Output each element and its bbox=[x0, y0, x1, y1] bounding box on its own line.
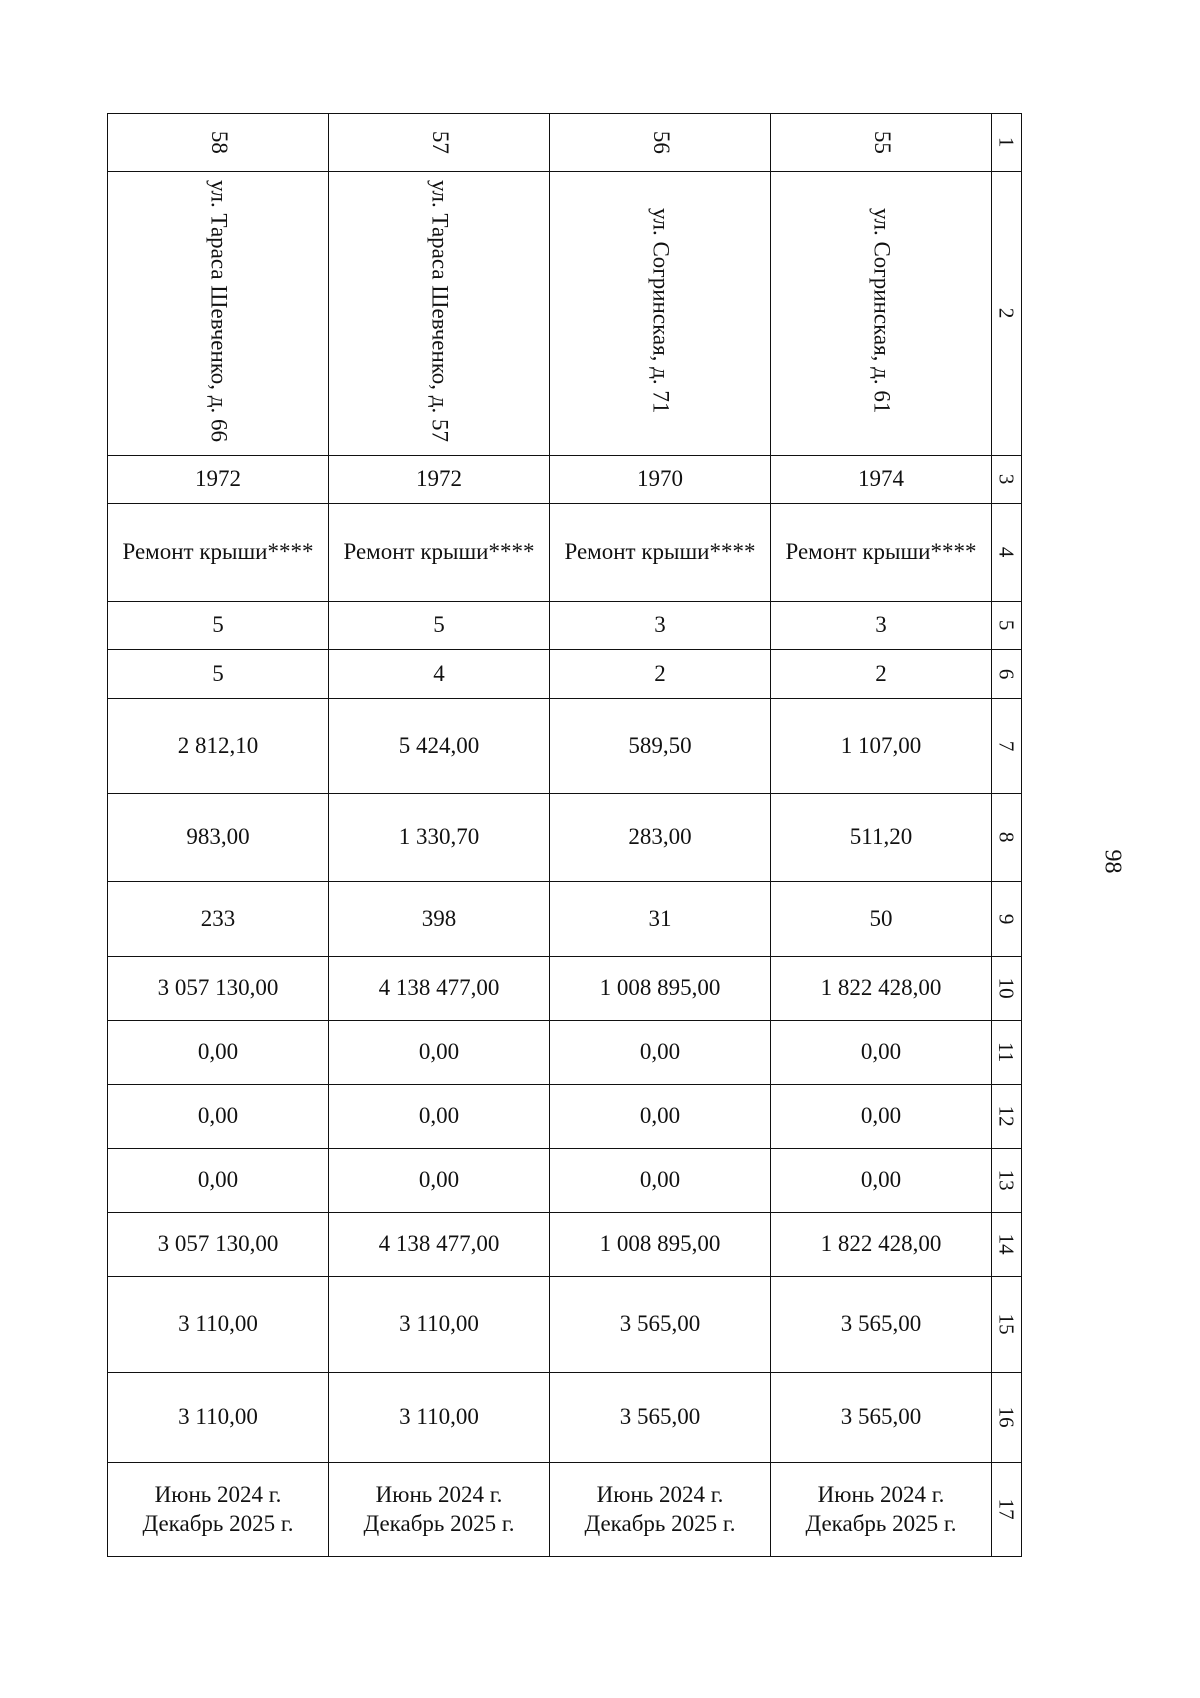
table-row bbox=[108, 1277, 1022, 1373]
data-cell: 5 bbox=[108, 650, 329, 699]
table-row bbox=[108, 1085, 1022, 1149]
column-number-cell: 16 bbox=[992, 1373, 1022, 1463]
column-number-cell: 4 bbox=[992, 504, 1022, 602]
data-cell: 3 057 130,00 bbox=[108, 957, 329, 1021]
data-cell: 0,00 bbox=[329, 1021, 550, 1085]
work-type-cell: Ремонт крыши**** bbox=[771, 504, 992, 602]
period-cell bbox=[771, 1463, 992, 1557]
column-number-cell: 1 bbox=[992, 114, 1022, 172]
period-cell bbox=[550, 1463, 771, 1557]
house-number-cell: 56 bbox=[550, 114, 771, 172]
data-cell: 4 138 477,00 bbox=[329, 1213, 550, 1277]
table-row bbox=[108, 1213, 1022, 1277]
column-number-cell: 7 bbox=[992, 699, 1022, 794]
period-end: Декабрь 2025 г. bbox=[142, 1510, 294, 1536]
period-end: Декабрь 2025 г. bbox=[363, 1510, 515, 1536]
data-cell: 0,00 bbox=[771, 1085, 992, 1149]
column-number-cell: 14 bbox=[992, 1213, 1022, 1277]
data-cell: 0,00 bbox=[108, 1021, 329, 1085]
data-cell: 233 bbox=[108, 882, 329, 957]
table-row-period bbox=[108, 1463, 1022, 1557]
column-number-cell: 5 bbox=[992, 602, 1022, 650]
column-number-cell: 9 bbox=[992, 882, 1022, 957]
table-row bbox=[108, 650, 1022, 699]
period-end: Декабрь 2025 г. bbox=[805, 1510, 957, 1536]
data-cell: 0,00 bbox=[329, 1149, 550, 1213]
table-row bbox=[108, 794, 1022, 882]
period-start: Июнь 2024 г. bbox=[375, 1481, 503, 1507]
data-cell: 0,00 bbox=[771, 1149, 992, 1213]
work-type-cell: Ремонт крыши**** bbox=[329, 504, 550, 602]
data-cell: 0,00 bbox=[108, 1085, 329, 1149]
table-row-house-number bbox=[108, 114, 1022, 172]
table-row-address bbox=[108, 172, 1022, 456]
column-number-cell: 8 bbox=[992, 794, 1022, 882]
data-cell: 5 424,00 bbox=[329, 699, 550, 794]
data-cell: 0,00 bbox=[550, 1085, 771, 1149]
data-cell: 3 565,00 bbox=[550, 1373, 771, 1463]
data-cell: 3 057 130,00 bbox=[108, 1213, 329, 1277]
data-cell: 3 110,00 bbox=[329, 1277, 550, 1373]
table-row bbox=[108, 882, 1022, 957]
address-cell: ул. Тараса Шевченко, д. 66 bbox=[108, 172, 329, 456]
data-cell: 1 822 428,00 bbox=[771, 1213, 992, 1277]
address-cell: ул. Согринская, д. 71 bbox=[550, 172, 771, 456]
column-number-cell: 12 bbox=[992, 1085, 1022, 1149]
data-cell: 1 107,00 bbox=[771, 699, 992, 794]
data-cell: 283,00 bbox=[550, 794, 771, 882]
address-cell: ул. Согринская, д. 61 bbox=[771, 172, 992, 456]
data-cell: 3 565,00 bbox=[771, 1277, 992, 1373]
data-cell: 1 008 895,00 bbox=[550, 957, 771, 1021]
table-row bbox=[108, 1373, 1022, 1463]
work-type-cell: Ремонт крыши**** bbox=[550, 504, 771, 602]
data-cell: 4 bbox=[329, 650, 550, 699]
column-number-cell: 2 bbox=[992, 172, 1022, 456]
data-cell: 50 bbox=[771, 882, 992, 957]
house-number-cell: 55 bbox=[771, 114, 992, 172]
data-cell: 3 bbox=[771, 602, 992, 650]
data-cell: 1 008 895,00 bbox=[550, 1213, 771, 1277]
data-cell: 0,00 bbox=[771, 1021, 992, 1085]
house-number-cell: 57 bbox=[329, 114, 550, 172]
data-cell: 0,00 bbox=[329, 1085, 550, 1149]
data-cell: 3 110,00 bbox=[108, 1373, 329, 1463]
house-repair-table bbox=[107, 113, 1022, 1557]
year-cell: 1972 bbox=[329, 456, 550, 504]
year-cell: 1974 bbox=[771, 456, 992, 504]
table-row bbox=[108, 957, 1022, 1021]
period-cell bbox=[108, 1463, 329, 1557]
table-row bbox=[108, 602, 1022, 650]
house-number-cell: 58 bbox=[108, 114, 329, 172]
table-row bbox=[108, 1021, 1022, 1085]
column-number-cell: 13 bbox=[992, 1149, 1022, 1213]
address-cell: ул. Тараса Шевченко, д. 57 bbox=[329, 172, 550, 456]
data-cell: 0,00 bbox=[550, 1149, 771, 1213]
column-number-cell: 10 bbox=[992, 957, 1022, 1021]
data-cell: 4 138 477,00 bbox=[329, 957, 550, 1021]
table-row bbox=[108, 1149, 1022, 1213]
data-cell: 1 330,70 bbox=[329, 794, 550, 882]
period-start: Июнь 2024 г. bbox=[154, 1481, 282, 1507]
period-start: Июнь 2024 г. bbox=[817, 1481, 945, 1507]
data-cell: 5 bbox=[108, 602, 329, 650]
page-number: 98 bbox=[1099, 849, 1126, 874]
data-cell: 2 bbox=[550, 650, 771, 699]
table-row-year bbox=[108, 456, 1022, 504]
period-end: Декабрь 2025 г. bbox=[584, 1510, 736, 1536]
column-number-cell: 17 bbox=[992, 1463, 1022, 1557]
column-number-cell: 3 bbox=[992, 456, 1022, 504]
data-cell: 511,20 bbox=[771, 794, 992, 882]
data-cell: 5 bbox=[329, 602, 550, 650]
year-cell: 1972 bbox=[108, 456, 329, 504]
data-cell: 0,00 bbox=[550, 1021, 771, 1085]
data-cell: 983,00 bbox=[108, 794, 329, 882]
data-cell: 3 565,00 bbox=[550, 1277, 771, 1373]
year-cell: 1970 bbox=[550, 456, 771, 504]
column-number-cell: 15 bbox=[992, 1277, 1022, 1373]
data-cell: 31 bbox=[550, 882, 771, 957]
data-cell: 2 bbox=[771, 650, 992, 699]
column-number-cell: 6 bbox=[992, 650, 1022, 699]
data-cell: 3 110,00 bbox=[108, 1277, 329, 1373]
data-cell: 2 812,10 bbox=[108, 699, 329, 794]
data-cell: 1 822 428,00 bbox=[771, 957, 992, 1021]
data-cell: 3 110,00 bbox=[329, 1373, 550, 1463]
work-type-cell: Ремонт крыши**** bbox=[108, 504, 329, 602]
data-cell: 3 565,00 bbox=[771, 1373, 992, 1463]
data-cell: 398 bbox=[329, 882, 550, 957]
period-cell bbox=[329, 1463, 550, 1557]
data-cell: 3 bbox=[550, 602, 771, 650]
data-cell: 589,50 bbox=[550, 699, 771, 794]
data-cell: 0,00 bbox=[108, 1149, 329, 1213]
column-number-cell: 11 bbox=[992, 1021, 1022, 1085]
table-row-work-type bbox=[108, 504, 1022, 602]
table-row bbox=[108, 699, 1022, 794]
period-start: Июнь 2024 г. bbox=[596, 1481, 724, 1507]
